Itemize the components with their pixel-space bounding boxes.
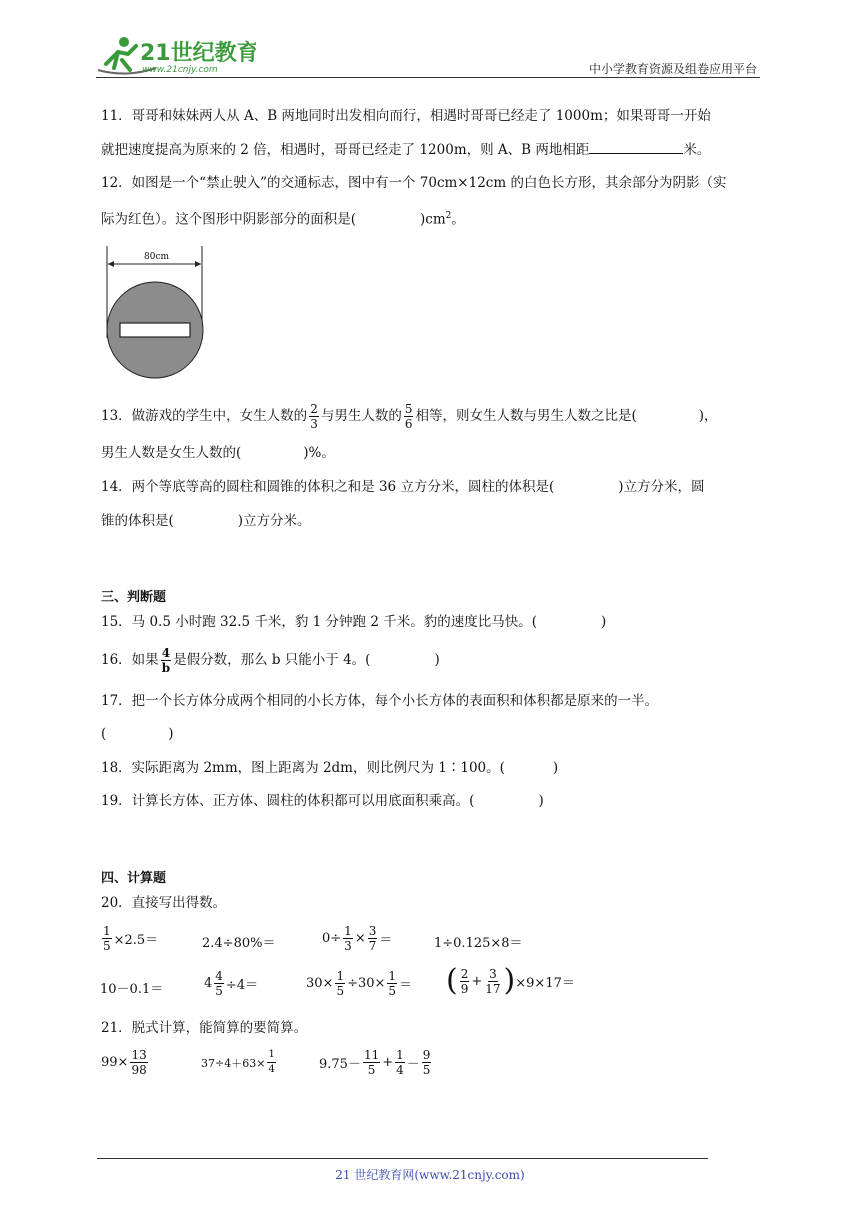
q14-line2 xyxy=(101,511,311,531)
q11-text: 就把速度提高为原来的 2 倍，相遇时，哥哥已经走了 1200m，则 A、B 两地相距 xyxy=(101,142,590,158)
site-logo xyxy=(96,34,256,78)
q11-line1: 11．哥哥和妹妹两人从 A、B 两地同时出发相向而行，相遇时哥哥已经走了 1000m；如果哥哥一开始 xyxy=(101,108,711,124)
q19-close: ) xyxy=(538,793,544,809)
q16-close: ) xyxy=(434,652,440,668)
calc-r1-e4: 1÷0.125×8＝ xyxy=(434,936,523,951)
q18-line xyxy=(101,758,558,778)
q16-text-b: 是假分数，那么 b 只能小于 4。( xyxy=(173,652,371,668)
q12-line1: 12．如图是一个“禁止驶入”的交通标志，图中有一个 70cm×12cm 的白色长方形，其余部分为阴影（实 xyxy=(101,175,727,191)
header-divider xyxy=(96,77,760,78)
footer-divider xyxy=(97,1158,708,1159)
q21-expr-3: 9.75－ $\frac{11}{5}$ + $\frac{1}{4}$ － $\frac{9}{5}$ xyxy=(319,1048,431,1077)
q13-line2 xyxy=(101,443,335,463)
q15-text: 15．马 0.5 小时跑 32.5 千米，豹 1 分钟跑 2 千米。豹的速度比马快。( xyxy=(101,614,537,630)
q16-text-a: 16．如果 xyxy=(101,652,159,668)
logo-text: 21世纪教育 xyxy=(140,41,256,66)
q17-line2 xyxy=(101,724,174,744)
q13-line1 xyxy=(101,398,718,434)
calc-r2-e1: 10－0.1＝ xyxy=(100,982,164,997)
q13-text-b: 与男生人数的 xyxy=(320,408,402,424)
q11-answer-blank[interactable] xyxy=(589,139,683,154)
sign-white-bar xyxy=(120,323,190,337)
q13-fraction-2: $\frac{5}{6}$ xyxy=(404,401,413,431)
q15-close: ) xyxy=(600,614,607,630)
q13-fraction-1: $\frac{2}{3}$ xyxy=(310,401,318,431)
q17-line1: 17．把一个长方体分成两个相同的小长方体，每个小长方体的表面积和体积都是原来的一半。 xyxy=(101,693,659,709)
calc-r1-e3: 0÷ $\frac{1}{3}$ × $\frac{3}{7}$ ＝ xyxy=(322,924,393,953)
logo-runner-icon xyxy=(96,34,256,78)
q17-close: ) xyxy=(168,726,174,742)
q21-instruction: 21．脱式计算，能简算的要简算。 xyxy=(101,1020,308,1036)
q14-text-b: )立方分米，圆 xyxy=(618,479,705,495)
q12-unit: )cm xyxy=(420,211,446,228)
q11-line2 xyxy=(101,139,710,160)
q17-open: ( xyxy=(101,726,107,742)
calc-r2-e3: 30× $\frac{1}{5}$ ÷30× $\frac{1}{5}$ ＝ xyxy=(306,969,413,998)
q14-text-a: 14．两个等底等高的圆柱和圆锥的体积之和是 36 立方分米，圆柱的体积是( xyxy=(101,479,555,495)
q18-text: 18．实际距离为 2mm，图上距离为 2dm，则比例尺为 1∶100。( xyxy=(101,760,505,776)
calc-r1-e1: $\frac{1}{5}$ ×2.5＝ xyxy=(103,924,159,953)
q13-text-a: 13．做游戏的学生中，女生人数的 xyxy=(101,408,308,424)
q13-text-e: 男生人数是女生人数的( xyxy=(101,445,242,461)
logo-url: www.21cnjy.com xyxy=(142,65,218,75)
q13-text-f: )%。 xyxy=(303,445,335,461)
no-entry-sign-figure xyxy=(100,242,212,384)
q16-line xyxy=(101,642,440,678)
q21-expr-2: 37÷4＋63× $\frac{1}{4}$ xyxy=(201,1049,275,1075)
q15-line xyxy=(101,612,606,632)
q14-line1 xyxy=(101,477,705,497)
q12-line2 xyxy=(101,206,465,230)
q12-unit-sup: 2 xyxy=(445,211,452,221)
q16-fraction: $\frac{4}{b}$ xyxy=(161,645,171,675)
calc-r2-e2: 4 $\frac{4}{5}$ ÷4＝ xyxy=(204,969,259,998)
q18-close: ) xyxy=(552,760,559,776)
q14-text-d: )立方分米。 xyxy=(237,513,311,529)
calc-r1-e2: 2.4÷80%＝ xyxy=(202,936,276,951)
figure-width-label: 80cm xyxy=(144,252,170,262)
platform-name: 中小学教育资源及组卷应用平台 xyxy=(588,62,757,76)
section4-title: 四、计算题 xyxy=(101,871,167,886)
q14-text-c: 锥的体积是( xyxy=(101,513,174,529)
q21-expr-1: 99× $\frac{13}{98}$ xyxy=(101,1048,147,1077)
q19-line xyxy=(101,791,544,811)
q19-text: 19．计算长方体、正方体、圆柱的体积都可以用底面积乘高。( xyxy=(101,793,475,809)
q11-unit: 米。 xyxy=(683,142,711,158)
calc-r2-e4: ( $\frac{2}{9}$ + $\frac{3}{17}$ ) ×9×17＝ xyxy=(446,963,575,998)
q13-text-c: 相等，则女生人数与男生人数之比是( xyxy=(415,408,637,424)
q20-instruction: 20．直接写出得数。 xyxy=(101,895,227,911)
q13-text-d: )， xyxy=(698,408,718,424)
footer-link[interactable]: 21 世纪教育网(www.21cnjy.com) xyxy=(335,1168,525,1182)
section3-title: 三、判断题 xyxy=(101,590,167,605)
q12-end: 。 xyxy=(451,211,465,228)
q12-text: 际为红色）。这个图形中阴影部分的面积是( xyxy=(101,211,357,228)
